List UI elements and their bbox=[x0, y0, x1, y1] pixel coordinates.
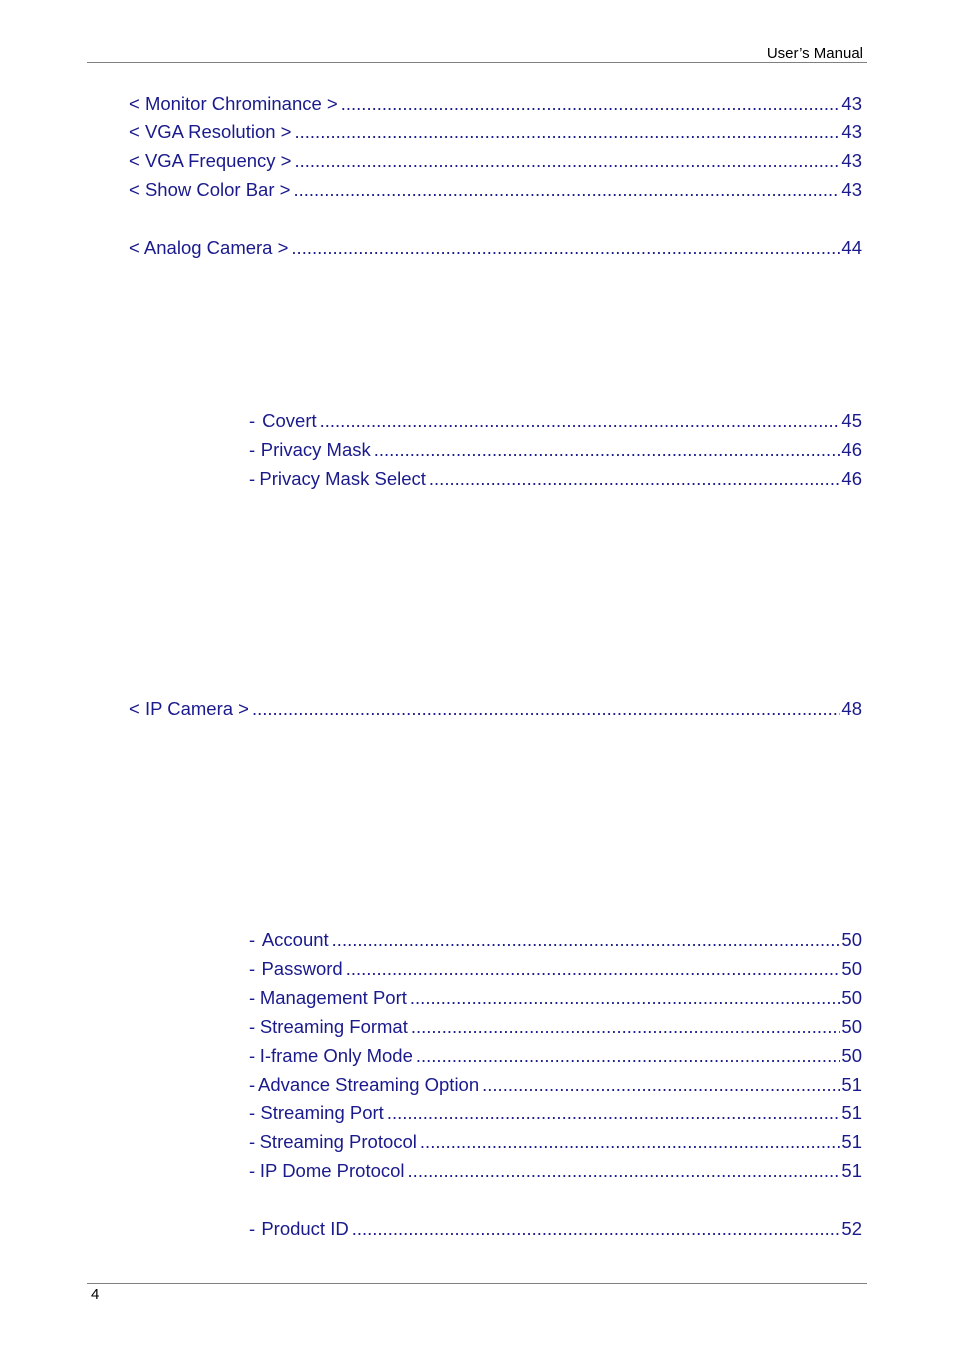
toc-entry-ip-camera[interactable] bbox=[129, 698, 862, 722]
toc-entry-ip-dome-protocol[interactable] bbox=[249, 1160, 862, 1184]
page-number: 4 bbox=[91, 1286, 100, 1303]
toc-entry-label: IP Dome Protocol bbox=[259, 1160, 405, 1181]
toc-leader bbox=[294, 150, 840, 172]
toc-entry-streaming-format[interactable] bbox=[249, 1016, 862, 1040]
toc-dash: - bbox=[249, 929, 256, 950]
toc-page-number: 46 bbox=[841, 468, 862, 489]
toc-leader bbox=[420, 1131, 841, 1153]
toc-leader bbox=[252, 698, 840, 720]
toc-entry-streaming-protocol[interactable] bbox=[249, 1131, 862, 1155]
toc-dash: - bbox=[249, 1102, 256, 1123]
toc-page-number: 50 bbox=[841, 1045, 862, 1066]
toc-entry-vga-frequency[interactable] bbox=[129, 150, 862, 174]
header-rule bbox=[87, 62, 867, 63]
toc-leader bbox=[332, 929, 841, 951]
toc-leader bbox=[429, 468, 841, 490]
toc-page-number: 51 bbox=[841, 1102, 862, 1123]
toc-page-number: 45 bbox=[841, 410, 862, 431]
toc-entry-vga-resolution[interactable] bbox=[129, 121, 862, 145]
footer-rule bbox=[87, 1283, 867, 1284]
toc-dash: - bbox=[249, 1160, 256, 1181]
toc-page-number: 44 bbox=[841, 237, 862, 258]
toc-leader bbox=[408, 1160, 841, 1182]
toc-leader bbox=[387, 1102, 841, 1124]
toc-entry-privacy-mask-select[interactable] bbox=[249, 468, 862, 492]
toc-entry-monitor-chrominance[interactable] bbox=[129, 93, 862, 117]
toc-entry-label: Covert bbox=[262, 410, 317, 431]
toc-page-number: 52 bbox=[841, 1218, 862, 1239]
toc-page-number: 43 bbox=[841, 121, 862, 142]
toc-page-number: 51 bbox=[841, 1160, 862, 1181]
toc-leader bbox=[482, 1074, 840, 1096]
toc-leader bbox=[352, 1218, 841, 1240]
toc-leader bbox=[346, 958, 841, 980]
toc-entry-label: < VGA Frequency > bbox=[129, 150, 292, 171]
toc-leader bbox=[291, 237, 840, 259]
toc-leader bbox=[374, 439, 841, 461]
toc-entry-account[interactable] bbox=[249, 929, 862, 953]
toc-entry-label: Management Port bbox=[259, 987, 407, 1008]
toc-entry-password[interactable] bbox=[249, 958, 862, 982]
toc-dash: - bbox=[249, 468, 256, 489]
toc-dash: - bbox=[249, 1131, 256, 1152]
toc-page-number: 51 bbox=[841, 1131, 862, 1152]
toc-entry-label: < IP Camera > bbox=[129, 698, 249, 719]
toc-entry-label: Password bbox=[261, 958, 343, 979]
toc-entry-advance-streaming-option[interactable] bbox=[249, 1074, 862, 1098]
toc-entry-label: I-frame Only Mode bbox=[259, 1045, 413, 1066]
toc-entry-product-id[interactable] bbox=[249, 1218, 862, 1242]
toc-leader bbox=[410, 987, 841, 1009]
toc-entry-privacy-mask[interactable] bbox=[249, 439, 862, 463]
header-title: User’s Manual bbox=[766, 45, 863, 62]
toc-entry-label: Advance Streaming Option bbox=[258, 1074, 480, 1095]
toc-entry-management-port[interactable] bbox=[249, 987, 862, 1011]
toc-dash: - bbox=[249, 439, 256, 460]
toc-entry-label: Privacy Mask Select bbox=[259, 468, 426, 489]
toc-entry-streaming-port[interactable] bbox=[249, 1102, 862, 1126]
toc-entry-label: Streaming Port bbox=[260, 1102, 384, 1123]
toc-leader bbox=[293, 179, 840, 201]
toc-entry-label: < VGA Resolution > bbox=[129, 121, 292, 142]
toc-page-number: 50 bbox=[841, 929, 862, 950]
toc-dash: - bbox=[249, 1218, 256, 1239]
toc-page-number: 50 bbox=[841, 1016, 862, 1037]
toc-entry-show-color-bar[interactable] bbox=[129, 179, 862, 203]
toc-leader bbox=[416, 1045, 841, 1067]
toc-entry-label: Privacy Mask bbox=[260, 439, 371, 460]
toc-entry-label: Streaming Format bbox=[259, 1016, 408, 1037]
toc-leader bbox=[320, 410, 841, 432]
toc-entry-label: < Monitor Chrominance > bbox=[129, 93, 338, 114]
toc-leader bbox=[295, 121, 841, 143]
toc-entry-label: Streaming Protocol bbox=[259, 1131, 417, 1152]
toc-dash: - bbox=[249, 1045, 256, 1066]
toc-leader bbox=[341, 93, 841, 115]
toc-entry-label: < Analog Camera > bbox=[129, 237, 289, 258]
toc-page-number: 51 bbox=[841, 1074, 862, 1095]
toc-page-number: 43 bbox=[841, 150, 862, 171]
toc-entry-label: Product ID bbox=[261, 1218, 349, 1239]
toc-dash: - bbox=[249, 1074, 256, 1095]
toc-entry-covert[interactable] bbox=[249, 410, 862, 434]
toc-dash: - bbox=[249, 958, 256, 979]
toc-dash: - bbox=[249, 410, 256, 431]
toc-leader bbox=[411, 1016, 841, 1038]
toc-page-number: 46 bbox=[841, 439, 862, 460]
toc-page-number: 50 bbox=[841, 958, 862, 979]
toc-entry-label: Account bbox=[261, 929, 329, 950]
toc-page-number: 50 bbox=[841, 987, 862, 1008]
toc-dash: - bbox=[249, 987, 256, 1008]
toc-page-number: 43 bbox=[841, 93, 862, 114]
toc-entry-analog-camera[interactable] bbox=[129, 237, 862, 261]
toc-entry-label: < Show Color Bar > bbox=[129, 179, 291, 200]
toc-dash: - bbox=[249, 1016, 256, 1037]
toc-entry-iframe-only-mode[interactable] bbox=[249, 1045, 862, 1069]
toc-page-number: 48 bbox=[841, 698, 862, 719]
toc-page-number: 43 bbox=[841, 179, 862, 200]
